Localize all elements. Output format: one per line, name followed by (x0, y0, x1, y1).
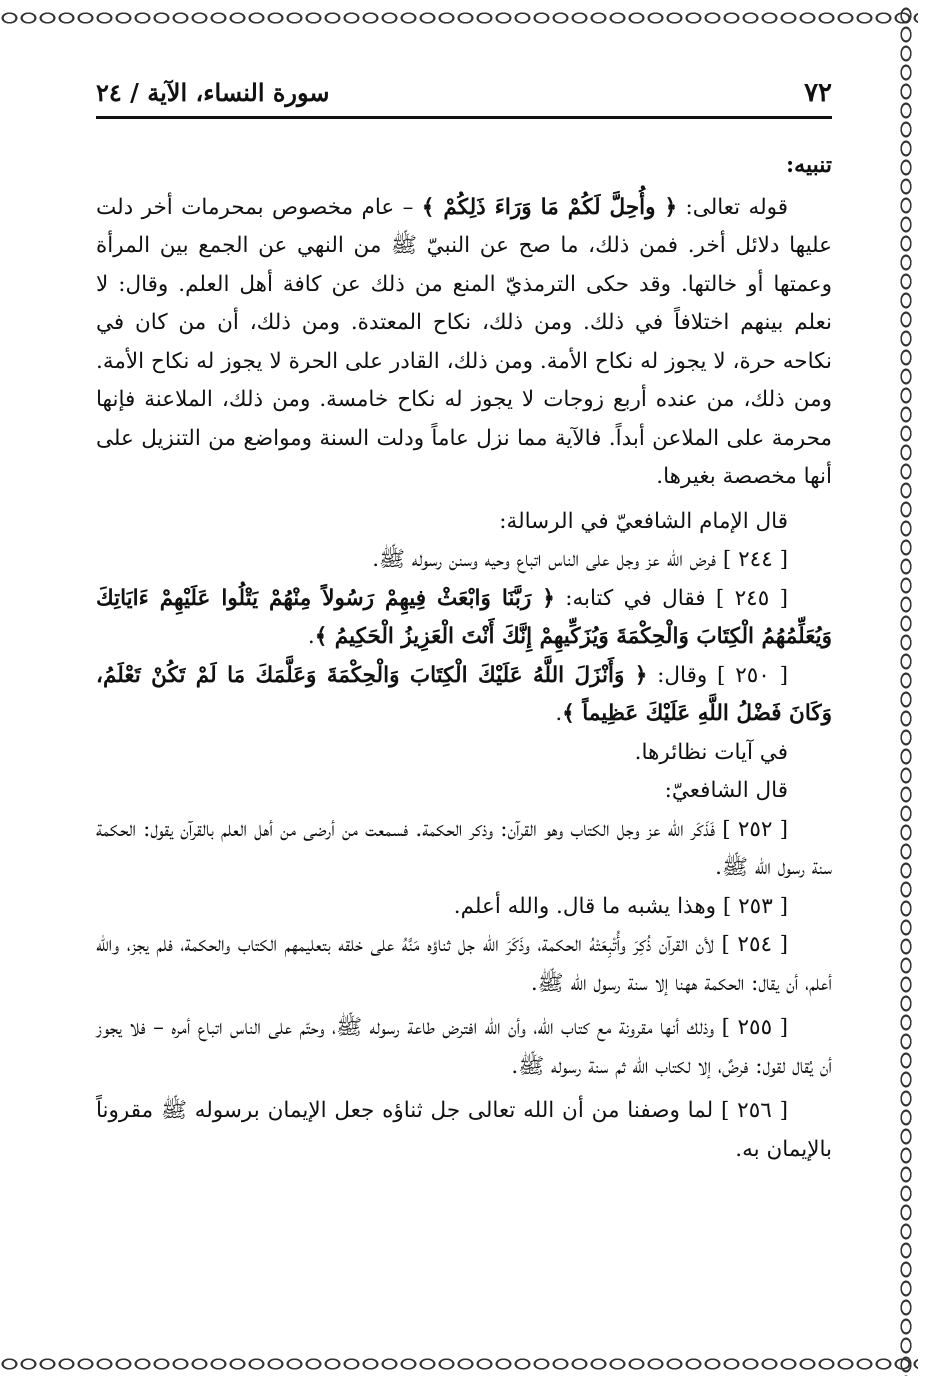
paragraph-quote-intro: قال الإمام الشافعيّ في الرسالة: (499, 508, 788, 534)
page-header (96, 76, 832, 119)
paragraph-256: [ ٢٥٦ ] لما وصفنا من أن الله تعالى جل ثناؤه جعل الإيمان برسوله ﷺ مقروناً بالإيمان به. (96, 1098, 832, 1162)
paragraph-244: [ ٢٤٤ ] فرض الله عز وجل على الناس اتباع وحيه وسنن رسوله ﷺ. (372, 547, 788, 572)
page-body (96, 146, 832, 1169)
running-title: سورة النساء، الآية / ٢٤ (96, 78, 330, 107)
paragraph-text: [ ٢٤٥ ] فقال في كتابه: (565, 585, 788, 611)
paragraph-253: [ ٢٥٣ ] وهذا يشبه ما قال. والله أعلم. (453, 893, 788, 919)
quran-verse: ﴿ وَأَنْزَلَ اللَّهُ عَلَيْكَ الْكِتَابَ وَالْحِكْمَةَ وَعَلَّمَكَ مَا لَمْ تَكُنْ تَعْلَمُ، وَكَانَ فَضْلُ اللَّهِ عَلَيْكَ عَظِيماً ﴾ (96, 662, 832, 726)
paragraph-commentary (96, 189, 832, 497)
paragraph-245 (96, 580, 832, 657)
paragraph-text: [ ٢٥٠ ] وقال: (657, 662, 789, 688)
paragraph-text: – عام مخصوص بمحرمات أخر دلت عليها دلائل أخر. فمن ذلك، ما صح عن النبيّ ﷺ من النهي عن الجمع بين المرأة وعمتها أو خالتها. وقد حكى الترمذيّ المنع من ذلك عن كافة أهل العلم. وقال: لا نعلم بينهم اختلافاً في ذلك. ومن ذلك، نكاح المعتدة. ومن ذلك، أن من كان في نكاحه حرة، لا يجوز له نكاح الأمة. ومن ذلك، القادر على الحرة لا يجوز له نكاح الأمة. ومن ذلك، من عنده أربع زوجات لا يجوز له نكاح خامسة. ومن ذلك، الملاعنة فإنها محرمة على الملاعن أبداً. فالآية مما نزل عاماً ودلت السنة ومواضع من التنزيل على أنها مخصصة بغيرها. (96, 194, 832, 489)
page-number: ٧٢ (804, 78, 832, 108)
paragraph-250 (96, 657, 832, 734)
paragraph-252: [ ٢٥٢ ] فَذَكَر الله عز وجل الكتاب وهو القرآن: وذكر الحكمة. فسمعت من أرضى من أهل العلم بالقرآن يقول: الحكمة سنة رسول الله ﷺ. (96, 816, 832, 880)
section-heading: تنبيه: (786, 152, 832, 178)
paragraph-text: . (555, 701, 563, 726)
paragraph-shafii-said: قال الشافعيّ: (664, 778, 788, 803)
paragraph-text: قوله تعالى: (685, 194, 789, 220)
paragraph-255: [ ٢٥٥ ] وذلك أنها مقرونة مع كتاب الله، وأن الله افترض طاعة رسوله ﷺ، وحتّم على الناس اتباع أمره – فلا يجوز أن يُقال لقول: فرضٌ، إلا لكتاب الله ثم سنة رسوله ﷺ. (96, 1015, 832, 1079)
paragraph-254: [ ٢٥٤ ] لأن القرآن ذُكِرَ وأُتْبِعَتْهُ الحكمة، وذَكَرَ الله جل ثناؤه مَنَّهُ على خلقه بتعليمهم الكتاب والحكمة، فلم يجز، والله أعلم، أن يقال: الحكمة ههنا إلا سنة رسول الله ﷺ. (96, 932, 832, 996)
paragraph-nazair: في آيات نظائرها. (634, 739, 788, 765)
quran-verse: ﴿ وأُحِلَّ لَكُمْ مَا وَرَاءَ ذَلِكُمْ ﴾ (421, 194, 678, 220)
ornamental-border-bottom (0, 1352, 918, 1376)
quran-verse: ﴿ رَبَّنَا وَابْعَثْ فِيهِمْ رَسُولاً مِنْهُمْ يَتْلُوا عَلَيْهِمْ ءَايَاتِكَ وَيُعَلِّمُهُمُ الْكِتَابَ وَالْحِكْمَةَ وَيُزَكِّيهِمْ إِنَّكَ أَنْتَ الْعَزِيزُ الْحَكِيمُ ﴾ (96, 585, 832, 649)
ornamental-border-top (0, 6, 918, 30)
ornamental-border-right (894, 6, 918, 1376)
paragraph-text: . (307, 624, 315, 649)
